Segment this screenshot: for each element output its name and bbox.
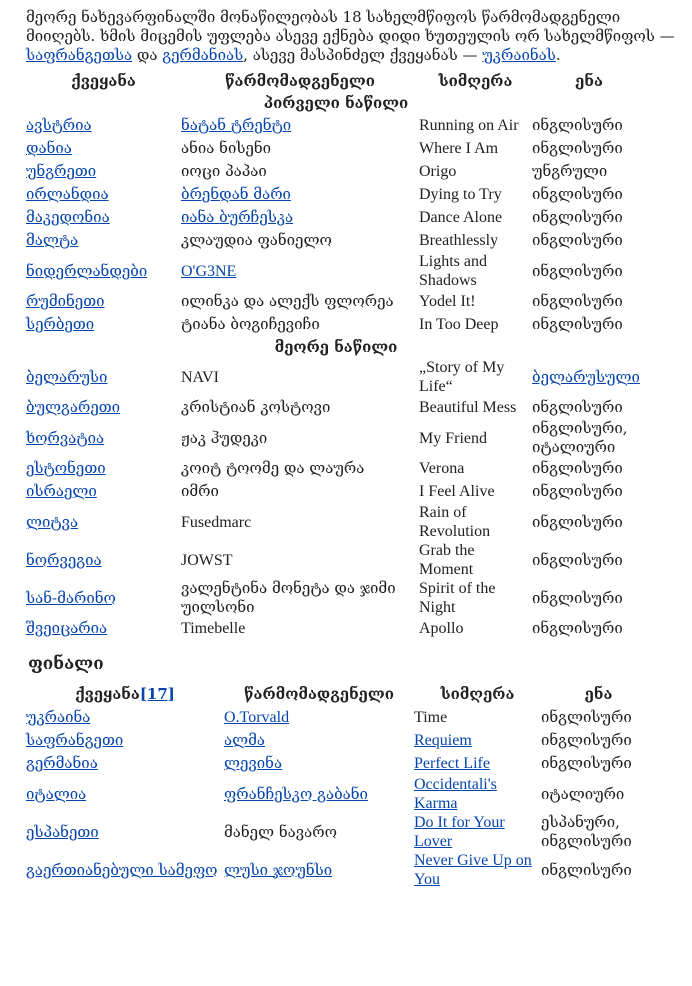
artist-link[interactable]: ნატან ტრენტი	[181, 116, 292, 134]
song-title: Apollo	[419, 620, 464, 637]
song-title: Verona	[419, 460, 465, 477]
artist-name: ილინკა და ალექს ფლორეა	[181, 292, 394, 310]
country-link[interactable]: დანია	[26, 139, 72, 157]
song-title: Beautiful Mess	[419, 399, 517, 416]
song-language: ინგლისური	[541, 708, 632, 726]
intro-paragraph	[26, 8, 680, 65]
table-row	[26, 541, 646, 579]
part2-heading: მეორე ნაწილი	[274, 338, 398, 356]
song-language: ინგლისური	[532, 398, 623, 416]
table-row	[26, 114, 646, 137]
song-language: ინგლისური	[532, 550, 623, 569]
song-language: ინგლისური	[541, 754, 632, 772]
country-link[interactable]: სან-მარინო	[26, 588, 116, 607]
song-title: „Story of My Life“	[419, 359, 505, 395]
artist-link[interactable]: ლევინა	[224, 754, 283, 772]
song-title: Time	[414, 709, 448, 726]
song-title: Lights and Shadows	[419, 253, 487, 289]
table-row	[26, 480, 646, 503]
song-language: ესპანური, ინგლისური	[541, 813, 632, 850]
song-title: Dance Alone	[419, 209, 503, 226]
country-link[interactable]: მაკედონია	[26, 208, 110, 226]
table-row	[26, 706, 656, 729]
table-row	[26, 752, 656, 775]
table-row	[26, 813, 656, 851]
song-title: Breathlessly	[419, 232, 499, 249]
intro-text: მეორე ნახევარფინალში მონაწილეობას 18 სახელმწიფოს წარმომადგენელი მიიღებს. ხმის მიცემის უფლება ასევე ექნება დიდი ხუთეულის ორ სახელმწიფოს —	[26, 8, 675, 45]
song-language: ინგლისური	[532, 482, 623, 500]
final-heading: ფინალი	[28, 654, 104, 674]
song-link[interactable]: Never Give Up on You	[414, 852, 532, 888]
country-link[interactable]: ნიდერლანდები	[26, 261, 148, 280]
song-link[interactable]: Perfect Life	[414, 755, 490, 772]
artist-name: კლაუდია ფანიელო	[181, 231, 332, 249]
song-title: Grab the Moment	[419, 542, 475, 578]
artist-link[interactable]: იანა ბურჩესკა	[181, 208, 294, 226]
country-link[interactable]: გაერთიანებული სამეფო	[26, 860, 218, 879]
final-header-country	[26, 682, 224, 706]
country-link[interactable]: რუმინეთი	[26, 292, 105, 310]
country-link[interactable]: უკრაინა	[26, 708, 91, 726]
song-language: ინგლისური	[532, 139, 623, 157]
song-language: ინგლისური	[532, 292, 623, 310]
song-link[interactable]: Do It for Your Lover	[414, 814, 505, 850]
table-row	[26, 206, 646, 229]
final-header-language: ენა	[584, 685, 613, 703]
country-link[interactable]: გერმანია	[26, 754, 98, 772]
table-row	[26, 729, 656, 752]
artist-link[interactable]: ბრენდან მარი	[181, 185, 291, 203]
table-row	[26, 229, 646, 252]
artist-link[interactable]: ლუსი ჯოუნსი	[224, 860, 333, 879]
country-link[interactable]: ისრაელი	[26, 482, 97, 500]
artist-link[interactable]: ფრანჩესკო გაბანი	[224, 784, 368, 803]
country-link[interactable]: ესტონეთი	[26, 459, 106, 477]
table-row	[26, 419, 646, 457]
link-germany[interactable]: გერმანიას	[162, 46, 244, 64]
artist-link[interactable]: ალმა	[224, 731, 266, 749]
table-row	[26, 396, 646, 419]
country-link[interactable]: იტალია	[26, 784, 87, 803]
part2-heading-row	[26, 336, 646, 358]
intro-text-and: და	[136, 46, 158, 64]
artist-name: NAVI	[181, 368, 219, 386]
song-language: იტალიური	[541, 784, 625, 803]
artist-name: Timebelle	[181, 620, 246, 637]
reference-link[interactable]: [17]	[139, 685, 175, 703]
song-language: ინგლისური	[532, 315, 623, 333]
song-title: Origo	[419, 163, 457, 180]
country-link[interactable]: სერბეთი	[26, 315, 95, 333]
artist-name: იოცი პაპაი	[181, 162, 267, 180]
artist-name: ტიანა ბოგიჩევიჩი	[181, 315, 320, 333]
table-row	[26, 160, 646, 183]
song-language: უნგრული	[532, 162, 608, 180]
intro-text-end: .	[555, 46, 561, 64]
song-language: ინგლისური	[532, 185, 623, 203]
table-row	[26, 457, 646, 480]
final-table	[26, 682, 656, 889]
song-language: ინგლისური	[532, 619, 623, 637]
table-row	[26, 183, 646, 206]
country-link[interactable]: მალტა	[26, 231, 79, 249]
artist-link[interactable]: O.Torvald	[224, 709, 290, 726]
song-language: ინგლისური	[532, 459, 623, 477]
song-title: In Too Deep	[419, 316, 499, 333]
country-link[interactable]: ბულგარეთი	[26, 398, 121, 416]
semifinal-header-row	[26, 69, 646, 92]
song-language: ინგლისური	[532, 231, 623, 249]
country-link[interactable]: ბელარუსი	[26, 367, 108, 386]
country-link[interactable]: შვეიცარია	[26, 619, 108, 637]
table-row	[26, 358, 646, 396]
artist-name: ჟაკ ჰუდეკი	[181, 428, 268, 447]
artist-name: ვალენტინა მონეტა და ჯიმი უილსონი	[181, 579, 396, 616]
part1-heading-row	[26, 92, 646, 114]
final-header-row	[26, 682, 656, 706]
song-title: Rain of Revolution	[419, 504, 491, 540]
table-row	[26, 503, 646, 541]
song-title: Yodel It!	[419, 293, 476, 310]
artist-name: მანელ ნავარო	[224, 822, 337, 841]
song-title: Spirit of the Night	[419, 580, 496, 616]
final-header-artist: წარმომადგენელი	[244, 685, 394, 703]
artist-name: Fusedmarc	[181, 513, 252, 531]
song-link[interactable]: Occidentali's Karma	[414, 776, 497, 812]
country-link[interactable]: საფრანგეთი	[26, 731, 124, 749]
intro-text-host: , ასევე მასპინძელ ქვეყანას —	[243, 46, 478, 64]
artist-name: JOWST	[181, 551, 233, 569]
final-header-country-label: ქვეყანა	[75, 685, 140, 703]
link-ukraine[interactable]: უკრაინას	[482, 46, 556, 64]
part1-heading: პირველი ნაწილი	[263, 94, 409, 112]
table-row	[26, 579, 646, 617]
header-song: სიმღერა	[438, 71, 513, 90]
table-row	[26, 313, 646, 336]
table-row	[26, 252, 646, 290]
song-language: ინგლისური	[532, 208, 623, 226]
table-row	[26, 290, 646, 313]
song-title: My Friend	[419, 429, 487, 447]
artist-name: კრისტიან კოსტოვი	[181, 398, 331, 416]
table-row	[26, 617, 646, 640]
song-title: Running on Air	[419, 117, 519, 134]
artist-name: ანია ნისენი	[181, 139, 272, 157]
final-header-song: სიმღერა	[440, 685, 515, 703]
song-language: ინგლისური	[541, 860, 632, 879]
song-link[interactable]: Requiem	[414, 732, 472, 749]
song-language: ინგლისური	[541, 731, 632, 749]
artist-name: იმრი	[181, 482, 219, 500]
country-link[interactable]: ავსტრია	[26, 116, 92, 134]
semifinal-table	[26, 69, 646, 640]
song-language: ინგლისური, იტალიური	[532, 419, 628, 456]
song-title: Dying to Try	[419, 186, 502, 203]
song-title: I Feel Alive	[419, 483, 495, 500]
song-language: ინგლისური	[532, 512, 623, 531]
artist-name: კოიტ ტოომე და ლაურა	[181, 459, 365, 477]
song-language: ინგლისური	[532, 261, 623, 280]
country-link[interactable]: ირლანდია	[26, 185, 109, 203]
country-link[interactable]: ნორვეგია	[26, 550, 102, 569]
song-title: Where I Am	[419, 140, 499, 157]
country-link[interactable]: ესპანეთი	[26, 822, 99, 841]
header-artist: წარმომადგენელი	[225, 71, 375, 90]
header-language: ენა	[575, 71, 603, 90]
table-row	[26, 851, 656, 889]
link-france[interactable]: საფრანგეთსა	[26, 46, 133, 64]
country-link[interactable]: ხორვატია	[26, 428, 105, 447]
country-link[interactable]: ლიტვა	[26, 512, 79, 531]
table-row	[26, 775, 656, 813]
song-language: ინგლისური	[532, 116, 623, 134]
artist-link[interactable]: O'G3NE	[181, 262, 237, 280]
country-link[interactable]: უნგრეთი	[26, 162, 97, 180]
table-row	[26, 137, 646, 160]
language-link[interactable]: ბელარუსული	[532, 367, 640, 386]
song-language: ინგლისური	[532, 588, 623, 607]
header-country: ქვეყანა	[71, 71, 136, 90]
